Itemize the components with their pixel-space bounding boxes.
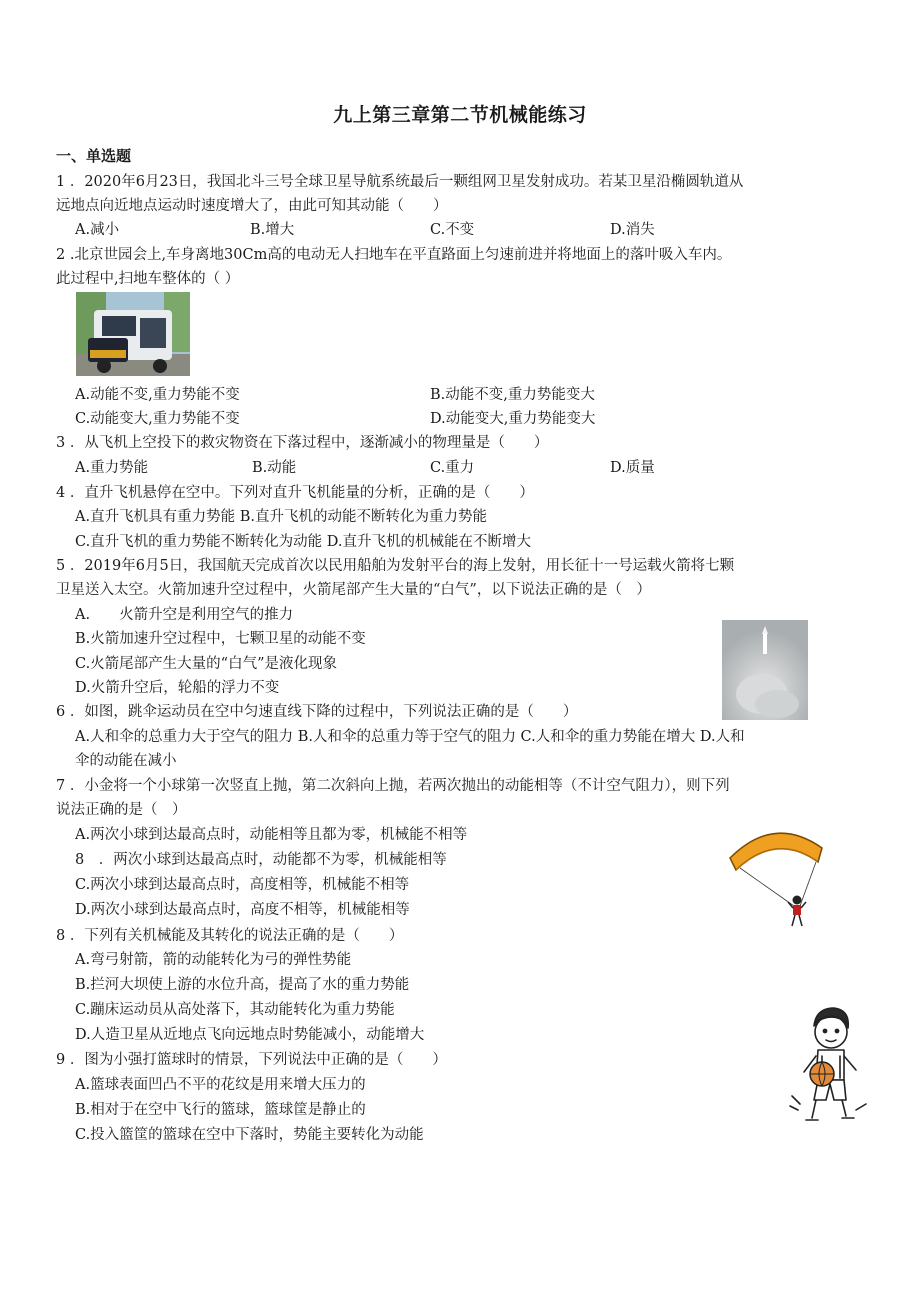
q8-option-a: A.弯弓射箭，箭的动能转化为弓的弹性势能 [75, 952, 352, 968]
question-7-line-2: 说法正确的是（ ） [56, 802, 187, 818]
page-title: 九上第三章第二节机械能练习 [333, 104, 587, 126]
question-4-line-1: 4 ．直升飞机悬停在空中。下列对直升飞机能量的分析，正确的是（ ） [56, 485, 534, 501]
question-8-line-1: 8 ．下列有关机械能及其转化的说法正确的是（ ） [56, 928, 404, 944]
basketball-boy-illustration [786, 1000, 872, 1126]
question-6-line-3: 伞的动能在减小 [75, 753, 177, 769]
question-1-line-1: 1 ．2020年6月23日，我国北斗三号全球卫星导航系统最后一颗组网卫星发射成功。若某卫星沿椭圆轨道从 [56, 174, 744, 190]
q1-option-c: C.不变 [430, 222, 475, 238]
q7-option-a: A.两次小球到达最高点时，动能相等且都为零，机械能不相等 [75, 827, 468, 843]
q1-option-a: A.减小 [75, 222, 120, 238]
q8-option-b: B.拦河大坝使上游的水位升高，提高了水的重力势能 [75, 977, 410, 993]
question-4-line-3: C.直升飞机的重力势能不断转化为动能 D.直升飞机的机械能在不断增大 [75, 534, 532, 550]
sweeper-truck-photo [76, 292, 190, 376]
question-2-line-1: 2 .北京世园会上,车身离地30Cm高的电动无人扫地车在平直路面上匀速前进并将地面上的落叶吸入车内。 [56, 247, 732, 263]
q7-option-d: D.两次小球到达最高点时，高度不相等，机械能相等 [75, 902, 410, 918]
q5-option-c: C.火箭尾部产生大量的“白气”是液化现象 [75, 656, 338, 672]
question-9-line-1: 9 ．图为小强打篮球时的情景，下列说法中正确的是（ ） [56, 1052, 447, 1068]
q7-option-c: C.两次小球到达最高点时，高度相等，机械能不相等 [75, 877, 410, 893]
q3-option-c: C.重力 [430, 460, 475, 476]
q3-option-d: D.质量 [610, 460, 655, 476]
question-2-line-2: 此过程中,扫地车整体的（ ） [56, 271, 240, 287]
question-4-line-2: A.直升飞机具有重力势能 B.直升飞机的动能不断转化为重力势能 [75, 509, 487, 525]
q8-option-c: C.蹦床运动员从高处落下，其动能转化为重力势能 [75, 1002, 395, 1018]
q1-option-d: D.消失 [610, 222, 655, 238]
q3-option-b: B.动能 [252, 460, 297, 476]
question-3-line-1: 3 ．从飞机上空投下的救灾物资在下落过程中，逐渐减小的物理量是（ ） [56, 435, 549, 451]
question-7-line-1: 7 ．小金将一个小球第一次竖直上抛，第二次斜向上抛，若两次抛出的动能相等（不计空气阻力），则下列 [56, 778, 730, 794]
parachutist-illustration [726, 818, 826, 936]
q1-option-b: B.增大 [250, 222, 295, 238]
section-heading: 一、单选题 [56, 147, 132, 165]
question-5-line-2: 卫星送入太空。火箭加速升空过程中，火箭尾部产生大量的“白气”，以下说法正确的是（ ） [56, 582, 651, 598]
q2-option-a: A.动能不变,重力势能不变 [75, 387, 240, 403]
q9-option-b: B.相对于在空中飞行的篮球，篮球筐是静止的 [75, 1102, 366, 1118]
rocket-launch-photo [722, 620, 808, 720]
q9-option-a: A.篮球表面凹凸不平的花纹是用来增大压力的 [75, 1077, 366, 1093]
question-6-line-2: A.人和伞的总重力大于空气的阻力 B.人和伞的总重力等于空气的阻力 C.人和伞的重力势能在增大 D.人和 [75, 729, 745, 745]
q5-option-a: A. 火箭升空是利用空气的推力 [75, 607, 294, 623]
q9-option-c: C.投入篮筐的篮球在空中下落时，势能主要转化为动能 [75, 1127, 424, 1143]
q8-option-d: D.人造卫星从近地点飞向远地点时势能减小，动能增大 [75, 1027, 425, 1043]
q5-option-b: B.火箭加速升空过程中，七颗卫星的动能不变 [75, 631, 366, 647]
question-1-line-2: 远地点向近地点运动时速度增大了，由此可知其动能（ ） [56, 198, 448, 214]
q2-option-d: D.动能变大,重力势能变大 [430, 411, 596, 427]
question-6-line-1: 6 ．如图，跳伞运动员在空中匀速直线下降的过程中，下列说法正确的是（ ） [56, 704, 578, 720]
q7-option-b: 8 ．两次小球到达最高点时，动能都不为零，机械能相等 [75, 852, 447, 868]
q5-option-d: D.火箭升空后，轮船的浮力不变 [75, 680, 280, 696]
q3-option-a: A.重力势能 [75, 460, 149, 476]
question-5-line-1: 5 ．2019年6月5日，我国航天完成首次以民用船舶为发射平台的海上发射，用长征十一号运载火箭将七颗 [56, 558, 735, 574]
q2-option-b: B.动能不变,重力势能变大 [430, 387, 595, 403]
q2-option-c: C.动能变大,重力势能不变 [75, 411, 240, 427]
